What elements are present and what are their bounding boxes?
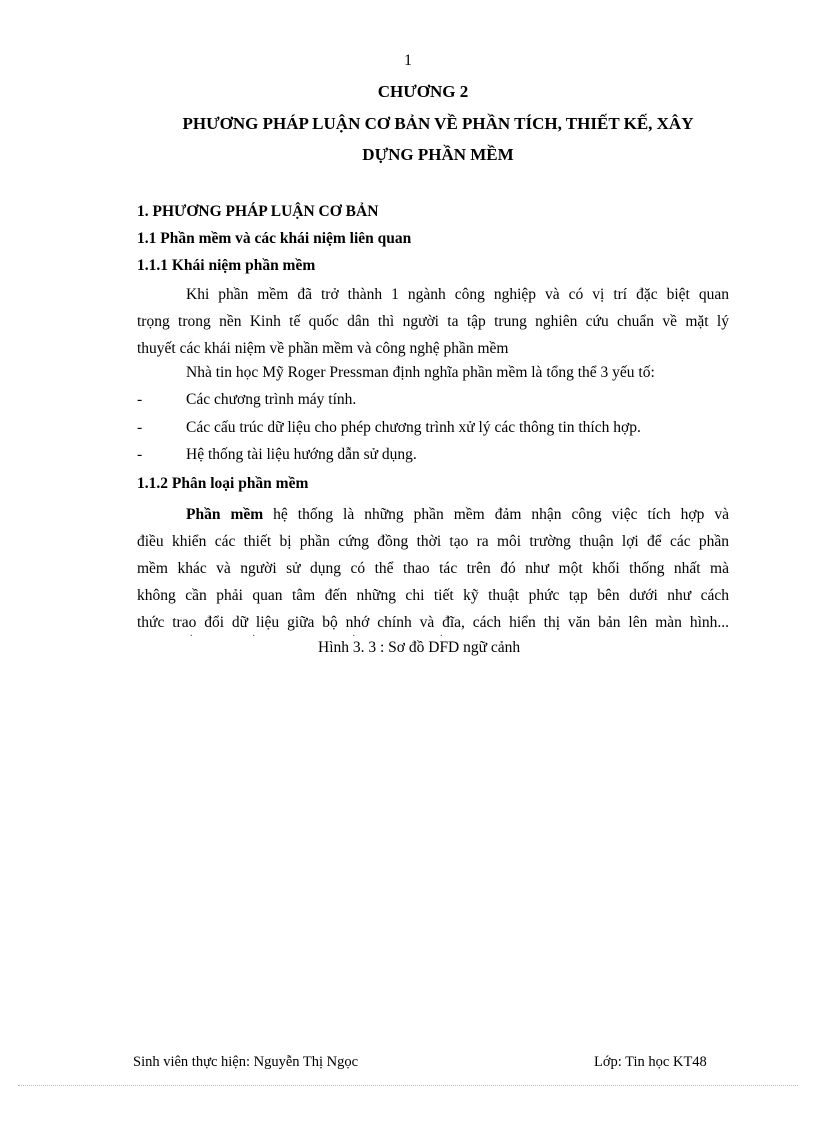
scan-artifact-dots: . . . . [190,628,453,639]
paragraph-software-concept [137,281,729,362]
bullet-dash: - [137,446,143,463]
list-item-text: Các chương trình máy tính. [186,391,357,408]
list-item [137,391,356,409]
list-item-text: Các cấu trúc dữ liệu cho phép chương trình xử lý các thông tin thích hợp. [186,419,641,436]
chapter-title-line-2: DỰNG PHẦN MỀM [362,145,514,164]
paragraph-line: thức trao đổi dữ liệu giữa bộ nhớ chính và đĩa, cách hiển thị văn bản lên màn hình... [137,614,729,631]
paragraph-line: không cần phải quan tâm đến những chi tiết kỹ thuật phức tạp bên dưới như cách [137,587,729,604]
paragraph-line: thuyết các khái niệm về phần mềm và công nghệ phần mềm [137,340,509,357]
paragraph-lead: Phần mềm [186,506,264,523]
list-item [137,446,417,464]
paragraph-line: trọng trong nền Kinh tế quốc dân thì người ta tập trung nghiên cứu chuẩn về mặt lý [137,313,729,330]
bullet-dash: - [137,391,143,408]
list-item-text: Hệ thống tài liệu hướng dẫn sử dụng. [186,446,417,463]
paragraph-software-classification [137,501,729,636]
section-heading-1-1-1: 1.1.1 Khái niệm phần mềm [137,257,316,274]
page-number: 1 [404,52,412,69]
paragraph-lead-rest: hệ thống là những phần mềm đảm nhận công việc tích hợp và [263,506,729,523]
footer-class: Lớp: Tin học KT48 [594,1054,707,1070]
chapter-heading: CHƯƠNG 2 [377,82,469,101]
section-heading-1-1: 1.1 Phần mềm và các khái niệm liên quan [137,230,412,247]
section-heading-1: 1. PHƯƠNG PHÁP LUẬN CƠ BẢN [137,203,379,220]
pressman-definition: Nhà tin học Mỹ Roger Pressman định nghĩa phần mềm là tổng thể 3 yếu tố: [186,364,655,381]
figure-caption: Hình 3. 3 : Sơ đồ DFD ngữ cảnh [318,639,521,656]
paragraph-line: điều khiển các thiết bị phần cứng đồng thời tạo ra môi trường thuận lợi để các phần [137,533,729,550]
footer-divider [18,1085,798,1086]
paragraph-line: mềm khác và người sử dụng có thể thao tác trên đó như một khối thống nhất mà [137,560,729,577]
paragraph-line: Khi phần mềm đã trở thành 1 ngành công nghiệp và có vị trí đặc biệt quan [186,286,729,303]
section-heading-1-1-2: 1.1.2 Phân loại phần mềm [137,475,309,492]
bullet-dash: - [137,419,143,436]
list-item [137,419,641,437]
chapter-title-line-1: PHƯƠNG PHÁP LUẬN CƠ BẢN VỀ PHẦN TÍCH, THIẾT KẾ, XÂY [182,114,694,133]
paragraph-line [137,501,729,528]
footer-author: Sinh viên thực hiện: Nguyễn Thị Ngọc [133,1054,359,1070]
